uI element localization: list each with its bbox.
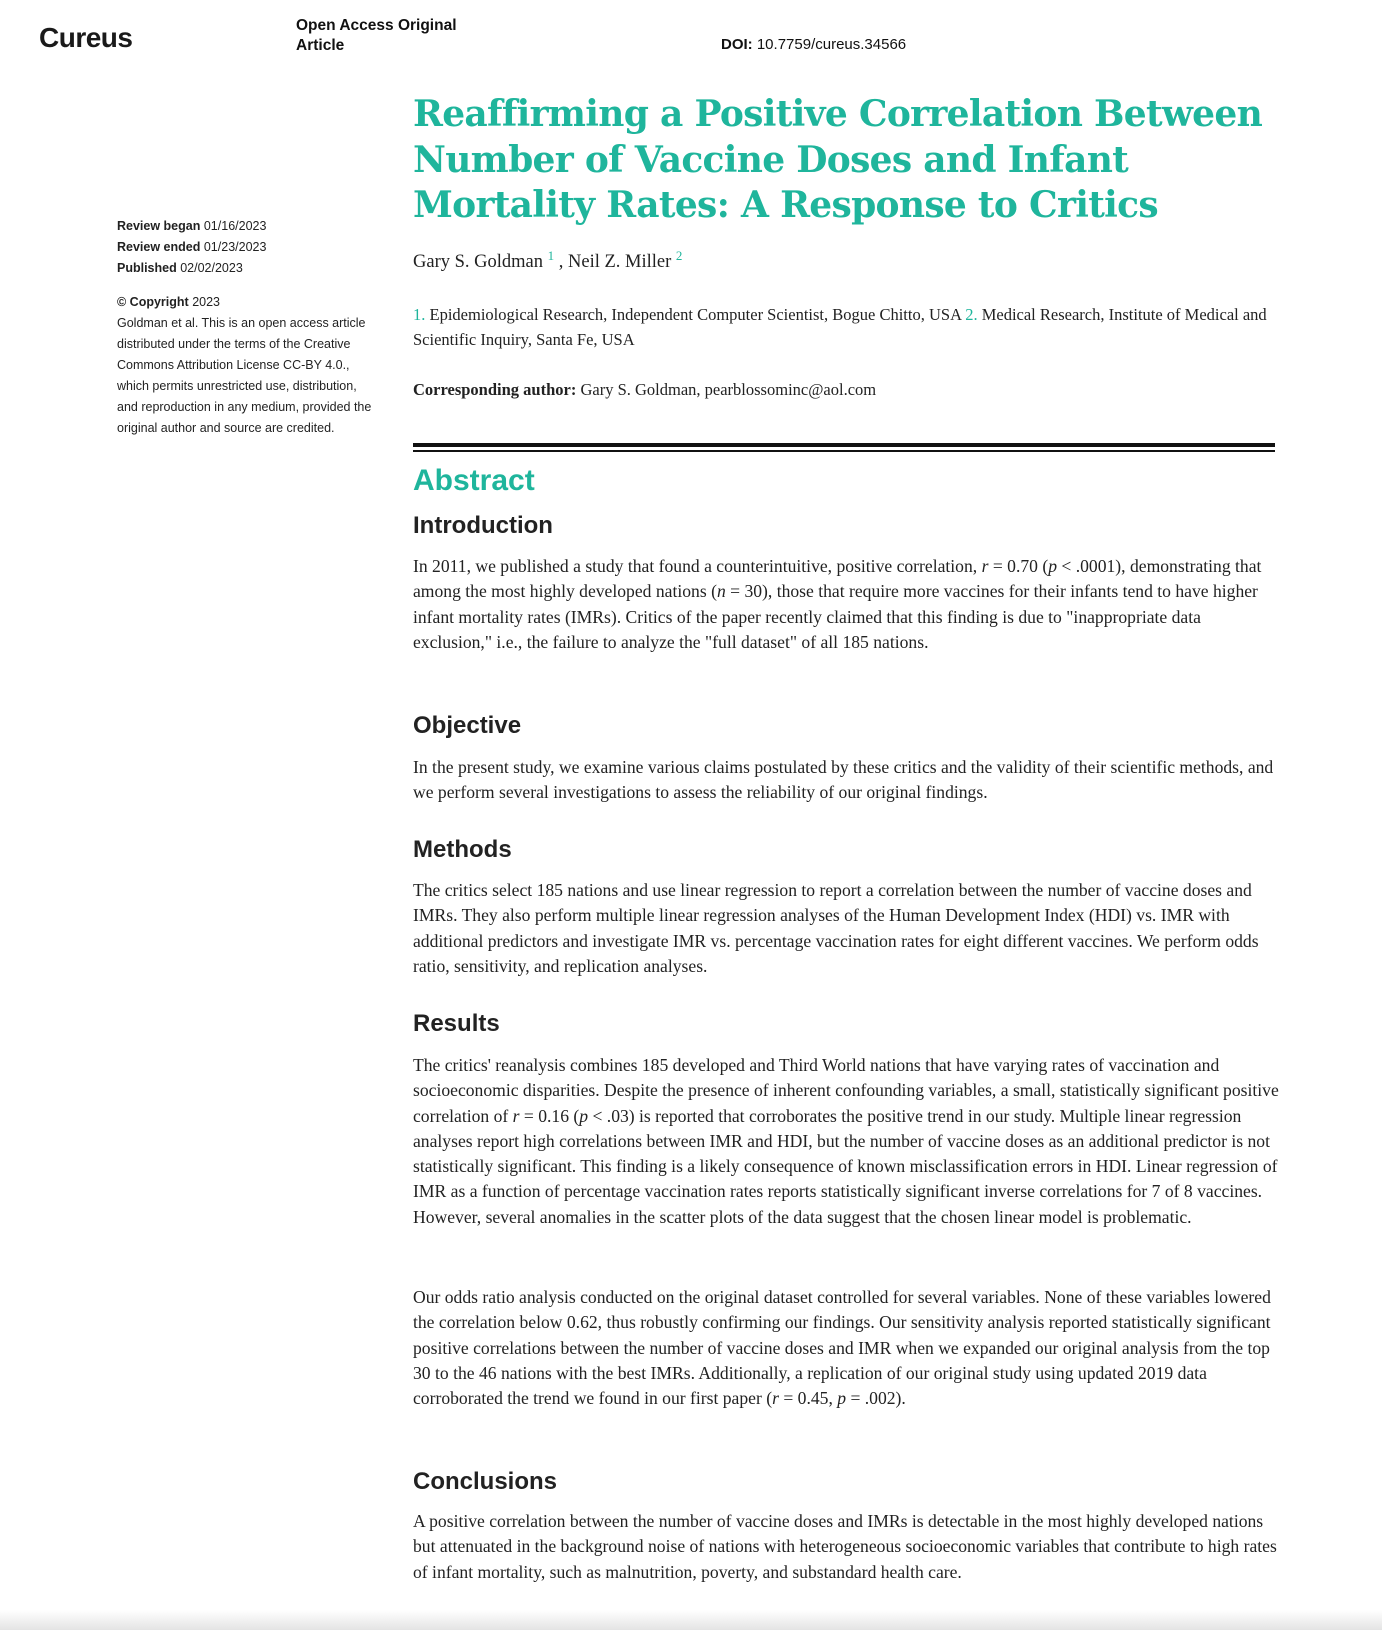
article-history-sidebar [117,216,379,439]
cureus-logo[interactable]: Cureus [39,22,133,53]
copyright-label: © Copyright [117,295,189,309]
doi-value[interactable]: 10.7759/cureus.34566 [756,36,907,53]
review-ended-date: 01/23/2023 [203,240,267,254]
author-separator: , [558,252,568,272]
section-divider [413,443,1275,452]
methods-heading: Methods [413,836,512,863]
article-title: Reaffirming a Positive Correlation Between Number of Vaccine Doses and Infant Mortality Rates: A Response to Critics [413,93,1263,226]
conclusions-text: A positive correlation between the number of vaccine doses and IMRs is detectable in the most highly developed nations but attenuated in the background noise of nations with heterogeneous socioeconomic variables that contribute to high rates of infant mortality, such as malnutrition, poverty, and substandard health care. [413,1511,1277,1582]
doi-label: DOI: [721,36,753,53]
results-text: Our odds ratio analysis conducted on the original dataset controlled for several variables. None of these variables lowered the correlation below 0.62, thus robustly confirming our findings. Our sensitivity analysis reported statistically significant positive correlations between the number of vaccine doses and IMR when we expanded our original analysis from the top 30 to the 46 nations with the best IMRs. Additionally, a replication of our original study using updated 2019 data corroborated the trend we found in our first paper (r = 0.45, p = .002). [413,1287,1271,1409]
license-text: Goldman et al. This is an open access article distributed under the terms of the Creative Commons Attribution License CC-BY 4.0., which permits unrestricted use, distribution, and reproduction in any medium, provided the original author and source are credited. [117,316,372,435]
affiliation-number: 2. [965,305,978,324]
results-heading: Results [413,1010,500,1037]
published-date: 02/02/2023 [180,261,243,275]
corresponding-author [413,380,876,400]
review-ended [117,237,379,258]
methods-text: The critics select 185 nations and use linear regression to report a correlation between the number of vaccine doses and IMRs. They also perform multiple linear regression analyses of the Human Development Index (HDI) vs. IMR with additional predictors and investigate IMR vs. percentage vaccination rates for eight different vaccines. We perform odds ratio, sensitivity, and replication analyses. [413,880,1259,976]
affiliation-text: Medical Research, Institute of Medical and Scientific Inquiry, Santa Fe, USA [413,305,1267,349]
affiliations [413,302,1277,352]
published [117,258,379,279]
review-began-date: 01/16/2023 [203,219,267,233]
corresponding-label: Corresponding author: [413,380,577,399]
abstract-heading: Abstract [413,464,535,497]
doi [721,36,906,53]
copyright-year: 2023 [192,295,221,309]
author-list [413,248,682,273]
author-affiliation-ref[interactable]: 1 [547,248,555,263]
affiliation-number: 1. [413,305,426,324]
author-affiliation-ref[interactable]: 2 [675,248,683,263]
introduction-text: In 2011, we published a study that found a counterintuitive, positive correlation, r = 0.70 (p < .0001), demonstrating that among the most highly developed nations (n = 30), those that require more vaccines for their infants tend to have higher infant mortality rates (IMRs). Critics of the paper recently claimed that this finding is due to "inappropriate data exclusion," i.e., the failure to analyze the "full dataset" of all 185 nations. [413,556,1262,652]
conclusions-heading: Conclusions [413,1468,558,1495]
objective-text: In the present study, we examine various claims postulated by these critics and the validity of their scientific methods, and we perform several investigations to assess the reliability of our original findings. [413,757,1274,803]
author-name[interactable]: Neil Z. Miller [568,252,672,272]
review-ended-label: Review ended [117,240,201,254]
results-text: The critics' reanalysis combines 185 developed and Third World nations that have varying rates of vaccination and socioeconomic disparities. Despite the presence of inherent confounding variables, a small, statistically significant positive correlation of r = 0.16 (p < .03) is reported that corroborates the positive trend in our study. Multiple linear regression analyses report high correlations between IMR and HDI, but the number of vaccine doses as an additional predictor is not statistically significant. This finding is a likely consequence of known misclassification errors in HDI. Linear regression of IMR as a function of percentage vaccination rates reports statistically significant inverse correlations for 7 of 8 vaccines. However, several anomalies in the scatter plots of the data suggest that the chosen linear model is problematic. [413,1055,1279,1227]
review-began [117,216,379,237]
author-name[interactable]: Gary S. Goldman [413,252,543,272]
affiliation-text: Epidemiological Research, Independent Computer Scientist, Bogue Chitto, USA [429,305,962,324]
review-began-label: Review began [117,219,201,233]
published-label: Published [117,261,177,275]
introduction-heading: Introduction [413,512,553,539]
page-bottom-shadow [0,1610,1382,1630]
article-type-label: Open Access Original Article [296,17,457,54]
objective-heading: Objective [413,712,522,739]
copyright-block [117,292,379,439]
corresponding-value[interactable]: Gary S. Goldman, pearblossominc@aol.com [580,380,877,399]
